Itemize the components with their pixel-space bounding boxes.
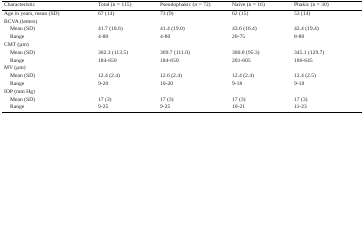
table-cell: 184-650 [160,57,179,64]
table-cell: 17 (3) [294,96,308,103]
row-label: IOP (mm Hg) [4,88,35,95]
table-row [2,73,362,81]
header-characteristic: Characteristic [4,2,36,8]
table-cell: 12.4 (2.4) [232,73,254,80]
table-cell [160,65,232,73]
header-naive: Naive (n = 16) [232,2,265,8]
table-body [2,10,362,112]
table-cell [294,65,362,73]
row-label: BCVA (letters) [4,18,38,25]
table-cell [232,89,294,97]
table-cell: 8-80 [294,34,305,41]
table-cell [160,42,232,50]
table-cell: 362.3 (113.5) [98,49,129,56]
table-cell: 53 (14) [294,10,311,17]
table-row [2,26,362,34]
row-label: Range [10,57,25,64]
table-cell [294,19,362,27]
table-cell: 62 (15) [232,10,249,17]
table-cell: 17 (3) [98,96,112,103]
table-row [2,19,362,27]
table-cell: 12.4 (2.5) [294,73,316,80]
row-label: CMT (µm) [4,41,29,48]
table-cell: 9-18 [232,80,243,87]
table-cell [232,42,294,50]
table-row [2,104,362,112]
table-row [2,81,362,89]
table-cell: 73 (9) [160,10,174,17]
table-cell [98,65,160,73]
table-row [2,10,362,18]
table-cell: 43.6 (16.4) [232,26,257,33]
table-cell [160,19,232,27]
table-cell [232,19,294,27]
table-cell [294,89,362,97]
table-row [2,34,362,42]
row-label: Mean (SD) [10,49,36,56]
table-row [2,42,362,50]
table-cell: 4-80 [98,34,109,41]
table-cell: 201-605 [232,57,251,64]
table-cell: 10-20 [160,80,174,87]
table-row [2,58,362,66]
row-label: Mean (SD) [10,96,36,103]
table-cell: 17 (3) [160,96,174,103]
table-cell [98,42,160,50]
row-label: Range [10,104,25,111]
row-label: Age in years, mean (SD) [4,10,60,17]
table-row [2,50,362,58]
table-cell [98,89,160,97]
table-row [2,89,362,97]
table-cell: 9-18 [294,80,305,87]
row-label: Range [10,34,25,41]
table-cell: 67 (14) [98,10,115,17]
table-cell: 12.4 (2.4) [98,73,120,80]
table-row [2,65,362,73]
table-cell: 9-20 [98,80,109,87]
table-header-row [2,2,362,11]
header-total: Total (n = 115) [98,2,132,8]
table-cell: 345.1 (129.7) [294,49,325,56]
table-cell: 4-80 [160,34,171,41]
table-cell: 42.4 (19.4) [294,26,319,33]
table-cell: 9-25 [98,104,109,111]
table-cell: 360.0 (95.3) [232,49,260,56]
table-row [2,97,362,105]
row-label: Mean (SD) [10,26,36,33]
table-cell: 184-650 [98,57,117,64]
header-pseudophakic: Pseudophakic (n = 72) [160,2,211,8]
header-phakic: Phakic (n = 30) [294,2,329,8]
table-cell: 20-75 [232,34,246,41]
table-cell [294,42,362,50]
table-cell [160,89,232,97]
table-cell: 9-25 [160,104,171,111]
table-cell: 41.7 (18.6) [98,26,123,33]
table-cell [232,65,294,73]
table-cell [98,19,160,27]
table-cell: 41.4 (19.0) [160,26,185,33]
table-cell: 186-645 [294,57,313,64]
table-cell: 17 (3) [232,96,246,103]
row-label: Range [10,80,25,87]
demographics-table [2,1,362,113]
row-label: Mean (SD) [10,73,36,80]
row-label: MV (µm) [4,65,26,72]
table-cell: 11-23 [294,104,307,111]
table-cell: 10-21 [232,104,246,111]
table-cell: 369.7 (111.0) [160,49,190,56]
table-cell: 12.6 (2.4) [160,73,182,80]
